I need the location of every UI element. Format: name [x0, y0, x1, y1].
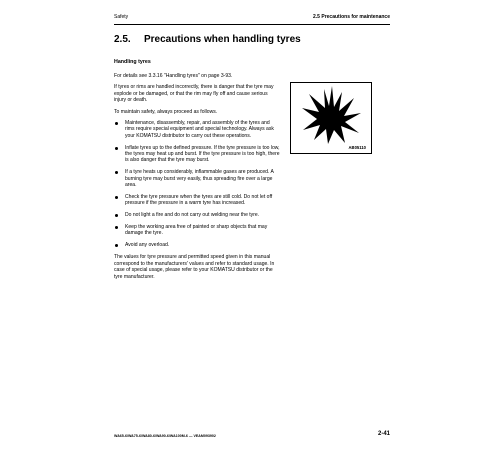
- instruction-paragraph: To maintain safety, always proceed as follows.: [114, 108, 218, 115]
- subsection-title: Handling tyres: [114, 59, 151, 65]
- body-text: [114, 73, 280, 285]
- bullet-icon: [115, 147, 118, 150]
- bullet-icon: [115, 214, 118, 217]
- list-item: Do not light a fire and do not carry out welding near the tyre.: [114, 212, 280, 218]
- figure-caption: AB05110: [348, 145, 366, 150]
- footer-model-code: WA65-6/WA75-6/WA80-6/WA90-6/WA100M-6 — VEAM093902: [114, 434, 216, 438]
- section-title: Precautions when handling tyres: [144, 34, 301, 45]
- list-item: If a tyre heats up considerably, inflammable gases are produced. A burning tyre may burst very easily, thus spreading fire over a large area.: [114, 169, 280, 188]
- bullet-icon: [115, 122, 118, 125]
- header-divider: [114, 24, 390, 25]
- list-item: Check the tyre pressure when the tyres are still cold. Do not let off pressure if the pressure in a warm tyre has increased.: [114, 194, 280, 207]
- header-chapter-label: 2.5 Precautions for maintenance: [313, 14, 390, 20]
- list-item: Avoid any overload.: [114, 242, 280, 248]
- explosion-figure: [290, 82, 372, 154]
- closing-paragraph: The values for tyre pressure and permitted speed given in this manual correspond to the manufacturers' values and refer to standard usage. In case of special usage, please refer to your KOMATSU distributor or the tyre manufacturer.: [114, 254, 275, 280]
- bullet-icon: [115, 171, 118, 174]
- reference-paragraph: For details see 3.3.16 "Handling tyres" on page 3-93.: [114, 73, 233, 79]
- list-item: Keep the working area free of painted or sharp objects that may damage the tyre.: [114, 224, 280, 237]
- section-number: 2.5.: [114, 34, 131, 45]
- precaution-list: [114, 120, 280, 248]
- explosion-icon: [301, 85, 363, 145]
- header-section-label: Safety: [114, 14, 129, 20]
- bullet-icon: [115, 196, 118, 199]
- list-item: Maintenance, disassembly, repair, and assembly of the tyres and rims require special equipment and special technology. Always ask your KOMATSU distributor to carry out these operations.: [114, 120, 280, 139]
- page-title: [114, 34, 301, 45]
- list-item: Inflate tyres up to the defined pressure. If the tyre pressure is too low, the tyres may heat up and burst. If the tyre pressure is too high, there is also danger that the tyre may burst.: [114, 145, 280, 164]
- bullet-icon: [115, 226, 118, 229]
- bullet-icon: [115, 244, 118, 247]
- page-number: 2-41: [377, 431, 390, 437]
- warning-paragraph: If tyres or rims are handled incorrectly, there is danger that the tyre may explode or be damaged, or that the rim may fly off and cause serious injury or death.: [114, 84, 274, 104]
